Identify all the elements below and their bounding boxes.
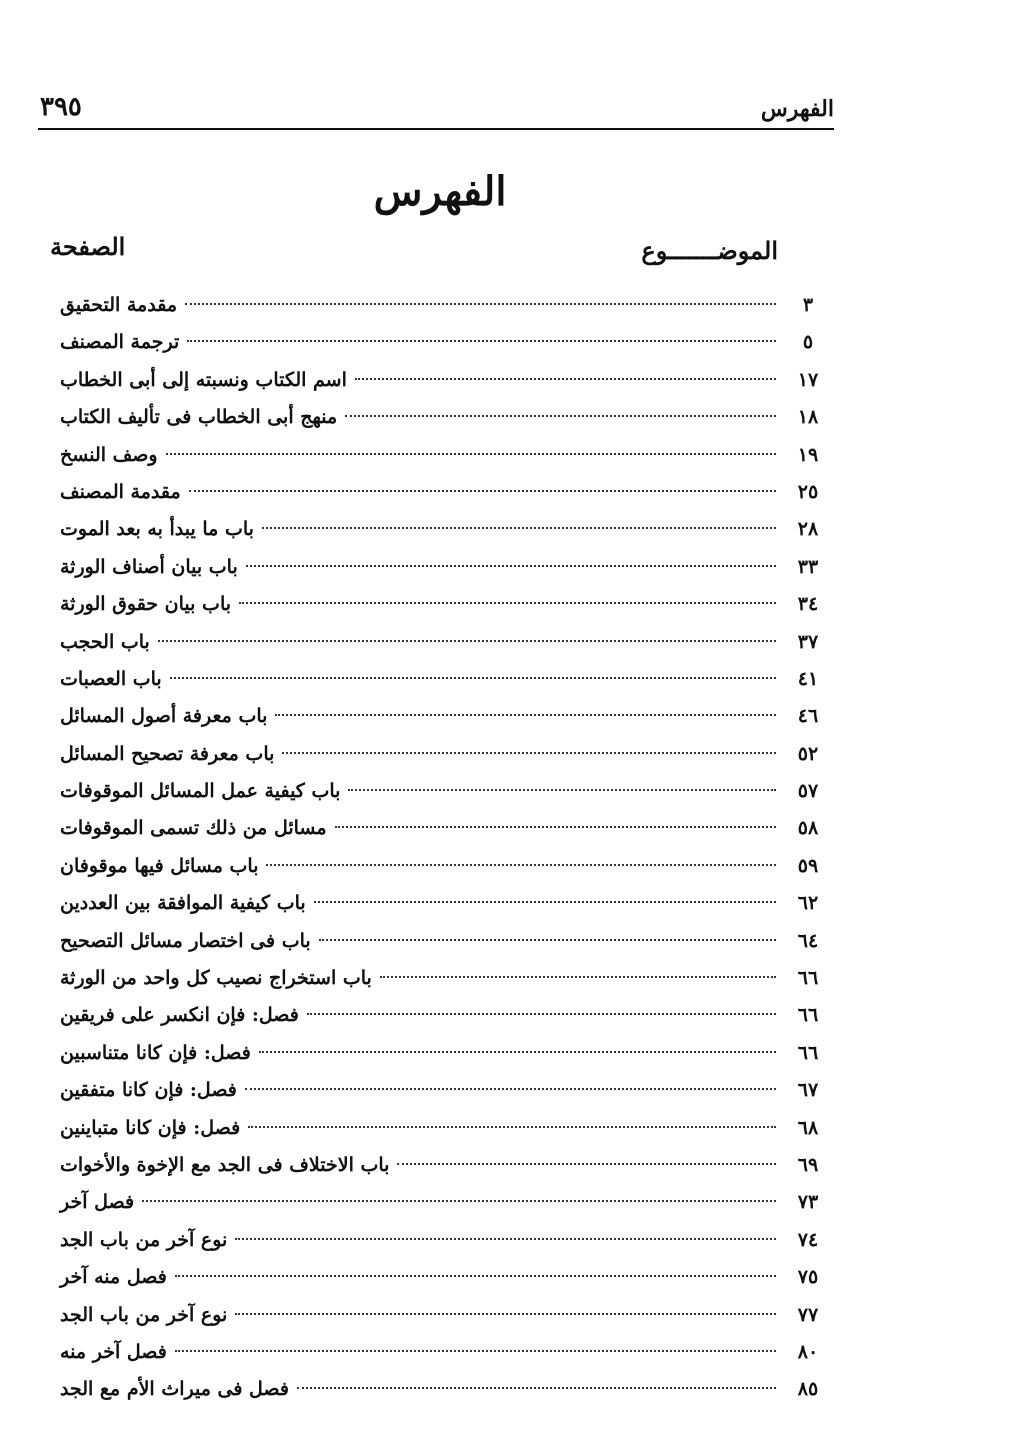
toc-entry-page: ١٩ (797, 443, 819, 466)
toc-entry-page: ٣٣ (797, 555, 819, 578)
toc-entry-title: باب ما يبدأ به بعد الموت (60, 518, 254, 541)
toc-entry-page: ٧٧ (797, 1303, 819, 1326)
toc-entry-page: ٦٦ (797, 1004, 819, 1027)
toc-entry-title: باب العصبات (60, 667, 162, 690)
toc-entry-page: ٨٥ (797, 1378, 819, 1401)
toc-entry-title: باب معرفة أصول المسائل (60, 705, 268, 728)
dot-leader (348, 789, 776, 791)
toc-entry (60, 399, 832, 436)
toc-entry-title: فصل منه آخر (60, 1266, 167, 1289)
toc-entry-page: ٥٨ (797, 817, 819, 840)
dot-leader (158, 640, 776, 642)
toc-entry (60, 1334, 832, 1371)
header-rule (38, 128, 834, 130)
dot-leader (307, 1013, 776, 1015)
toc-entry-title: باب بيان أصناف الورثة (60, 555, 238, 578)
toc-entry-title: مسائل من ذلك تسمى الموقوفات (60, 817, 327, 840)
toc-entry-title: فصل فى ميراث الأم مع الجد (60, 1378, 289, 1401)
toc-entry-title: مقدمة التحقيق (60, 294, 177, 316)
dot-leader (335, 826, 776, 828)
toc-entry (60, 773, 832, 810)
toc-entry (60, 1184, 832, 1221)
toc-entry-page: ٧٣ (797, 1191, 819, 1214)
toc-entry-title: نوع آخر من باب الجد (60, 1228, 228, 1251)
toc-entry-page: ٦٤ (797, 929, 819, 952)
dot-leader (345, 415, 776, 417)
page-title: الفهرس (373, 168, 507, 215)
toc-entry-title: باب معرفة تصحيح المسائل (60, 742, 275, 765)
dot-leader (248, 1126, 776, 1128)
toc-entry-page: ٥٩ (797, 854, 819, 877)
topic-column-heading: الموضـــــــوع (641, 236, 778, 265)
toc-entry-page: ٤١ (797, 667, 819, 690)
toc-entry-page: ٦٦ (797, 967, 819, 990)
dot-leader (235, 1238, 776, 1240)
toc-entry (60, 960, 832, 997)
toc-entry-title: اسم الكتاب ونسبته إلى أبى الخطاب (60, 368, 347, 391)
toc-entry-title: فصل آخر منه (60, 1340, 167, 1363)
toc-entry-page: ٥٢ (797, 742, 819, 765)
toc-entry (60, 810, 832, 847)
dot-leader (355, 378, 776, 380)
toc-entry-page: ٣٧ (797, 630, 819, 653)
dot-leader (187, 340, 776, 342)
dot-leader (175, 1275, 776, 1277)
dot-leader (266, 864, 776, 866)
toc-entry-page: ٨٠ (797, 1340, 819, 1363)
dot-leader (314, 901, 776, 903)
dot-leader (189, 490, 776, 492)
toc-entry (60, 661, 832, 698)
dot-leader (297, 1387, 776, 1389)
toc-entry (60, 437, 832, 474)
toc-entry-title: فصل آخر (60, 1191, 135, 1214)
toc-entry-title: باب استخراج نصيب كل واحد من الورثة (60, 967, 372, 990)
toc-entry (60, 1110, 832, 1147)
toc-entry-title: مقدمة المصنف (60, 480, 181, 503)
toc-entry-page: ٦٨ (797, 1116, 819, 1139)
toc-entry-title: باب فى اختصار مسائل التصحيح (60, 929, 311, 952)
toc-entry (60, 586, 832, 623)
page-number: ٣٩٥ (40, 92, 82, 122)
toc-entry-title: فصل: فإن كانا متفقين (60, 1079, 237, 1102)
running-header-title: الفهرس (760, 96, 834, 122)
toc-entry (60, 1297, 832, 1334)
dot-leader (246, 565, 776, 567)
toc-entry-page: ٦٦ (797, 1041, 819, 1064)
toc-entry-page: ٥٧ (797, 780, 819, 803)
toc-entry (60, 324, 832, 361)
dot-leader (166, 453, 776, 455)
toc-entry-page: ٣ (802, 294, 814, 316)
toc-entry-title: باب كيفية عمل المسائل الموقوفات (60, 780, 341, 803)
toc-entry (60, 1371, 832, 1408)
toc-entry-title: وصف النسخ (60, 443, 158, 466)
toc-entry (60, 1035, 832, 1072)
toc-entry (60, 549, 832, 586)
toc-entry-title: نوع آخر من باب الجد (60, 1303, 228, 1326)
dot-leader (175, 1350, 776, 1352)
toc-entry-title: فصل: فإن كانا متناسبين (60, 1041, 251, 1064)
toc-entry (60, 1222, 832, 1259)
toc-entry-page: ١٨ (797, 406, 819, 429)
toc-entry-page: ٧٥ (797, 1266, 819, 1289)
toc-entry-page: ٦٩ (797, 1153, 819, 1176)
toc-entry (60, 511, 832, 548)
toc-entry-page: ٢٥ (797, 480, 819, 503)
toc-entry-page: ٦٢ (797, 892, 819, 915)
toc-entry (60, 997, 832, 1034)
toc-entry-title: باب الحجب (60, 630, 150, 653)
dot-leader (259, 1051, 776, 1053)
dot-leader (397, 1163, 776, 1165)
toc-entry-title: باب مسائل فيها موقوفان (60, 854, 259, 877)
toc-entry-page: ٤٦ (797, 705, 819, 728)
dot-leader (262, 527, 776, 529)
dot-leader (245, 1088, 776, 1090)
toc-entry-page: ٢٨ (797, 518, 819, 541)
toc-entry (60, 624, 832, 661)
dot-leader (380, 976, 776, 978)
toc-entry (60, 362, 832, 399)
toc-entry (60, 848, 832, 885)
toc-entry-page: ٧٤ (797, 1228, 819, 1251)
toc-entry (60, 287, 832, 324)
dot-leader (282, 752, 776, 754)
toc-entry (60, 736, 832, 773)
toc-entry (60, 1259, 832, 1296)
dot-leader (170, 677, 776, 679)
toc-entry (60, 1147, 832, 1184)
toc-entry-page: ١٧ (797, 368, 819, 391)
toc-entry-page: ٣٤ (797, 593, 819, 616)
toc-entry (60, 1072, 832, 1109)
dot-leader (275, 714, 776, 716)
dot-leader (185, 303, 776, 305)
toc-entry-title: باب الاختلاف فى الجد مع الإخوة والأخوات (60, 1153, 390, 1176)
toc-entry-title: فصل: فإن كانا متباينين (60, 1116, 241, 1139)
toc-entry-title: منهج أبى الخطاب فى تأليف الكتاب (60, 406, 338, 429)
toc-entry (60, 885, 832, 922)
toc-entry-title: باب بيان حقوق الورثة (60, 593, 232, 616)
toc-entry-page: ٦٧ (797, 1079, 819, 1102)
toc-entry-title: باب كيفية الموافقة بين العددين (60, 892, 306, 915)
toc-entry (60, 923, 832, 960)
toc-entry (60, 474, 832, 511)
table-of-contents (60, 287, 832, 1409)
toc-entry (60, 698, 832, 735)
page-column-heading: الصفحة (50, 232, 126, 261)
toc-entry-title: فصل: فإن انكسر على فريقين (60, 1004, 299, 1027)
dot-leader (142, 1200, 776, 1202)
toc-entry-page: ٥ (802, 331, 814, 354)
dot-leader (319, 939, 776, 941)
dot-leader (239, 602, 776, 604)
dot-leader (235, 1313, 776, 1315)
toc-entry-title: ترجمة المصنف (60, 331, 180, 354)
